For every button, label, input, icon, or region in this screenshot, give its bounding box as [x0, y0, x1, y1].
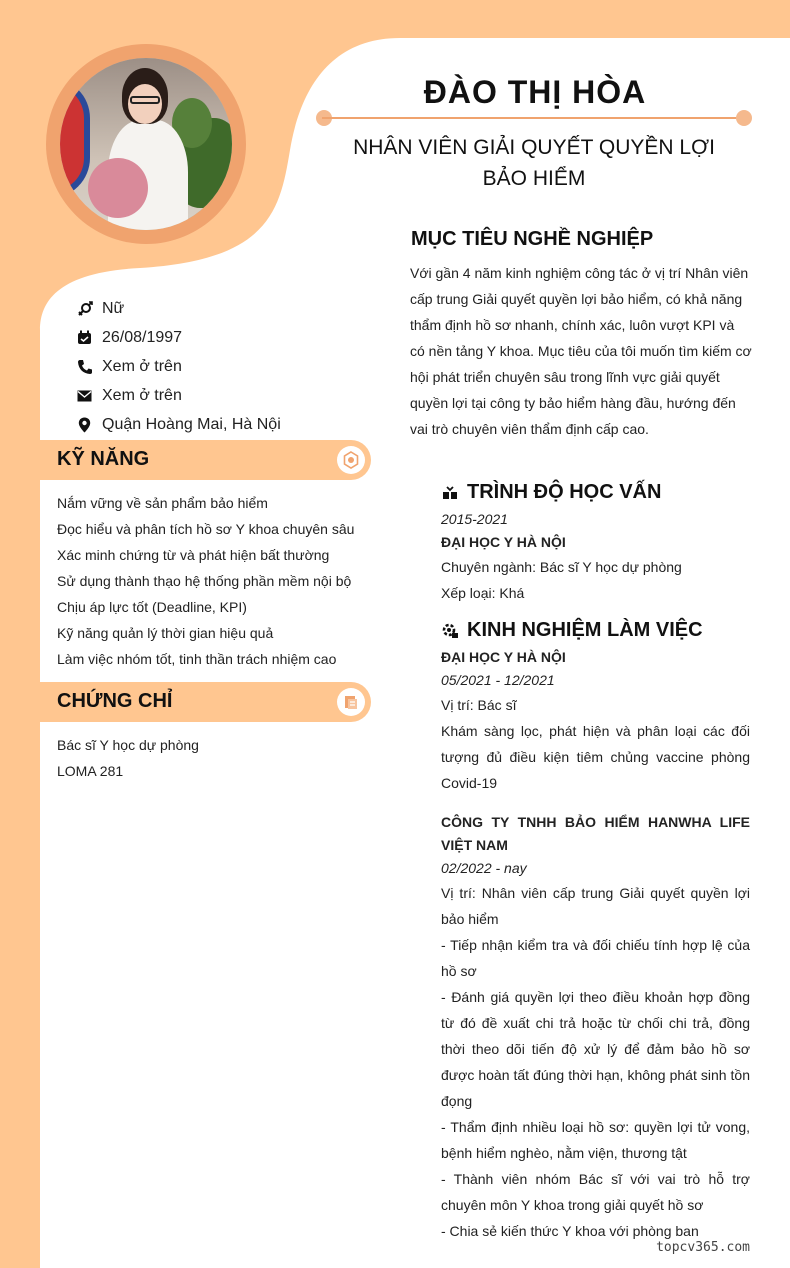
list-item: Sử dụng thành thạo hệ thống phần mềm nội bộ: [57, 573, 352, 589]
objective-title: [411, 228, 653, 251]
contact-gender: [76, 294, 281, 323]
education-title-text: TRÌNH ĐỘ HỌC VẤN: [467, 481, 662, 503]
job-detail: Khám sàng lọc, phát hiện và phân loại các đối tượng đủ điều kiện tiêm chủng vaccine phòng Covid-19: [441, 723, 750, 791]
education-major: Chuyên ngành: Bác sĩ Y học dự phòng: [441, 559, 682, 575]
job-title: NHÂN VIÊN GIẢI QUYẾT QUYỀN LỢI BẢO HIỂM: [353, 136, 715, 190]
list-item: Xác minh chứng từ và phát hiện bất thường: [57, 547, 330, 563]
phone-text: Xem ở trên: [102, 357, 182, 375]
education-title: [441, 481, 661, 504]
avatar: [60, 58, 232, 230]
phone-icon: [76, 358, 93, 375]
job-company: ĐẠI HỌC Y HÀ NỘI: [441, 649, 566, 665]
job-position: Vị trí: Nhân viên cấp trung Giải quyết quyền lợi bảo hiểm: [441, 885, 750, 927]
education-rank: Xếp loại: Khá: [441, 585, 525, 601]
skills-list: [57, 490, 354, 672]
list-item: Đọc hiểu và phân tích hồ sơ Y khoa chuyên sâu: [57, 521, 355, 537]
email-text: Xem ở trên: [102, 386, 182, 404]
education-school: ĐẠI HỌC Y HÀ NỘI: [441, 534, 566, 550]
list-item: Bác sĩ Y học dự phòng: [57, 737, 199, 753]
job-detail: - Chia sẻ kiến thức Y khoa với phòng ban: [441, 1223, 699, 1239]
email-icon: [76, 387, 93, 404]
experience-title: [441, 619, 703, 642]
job-period: 02/2022 - nay: [441, 860, 527, 876]
contact-birthday: [76, 323, 281, 352]
person-name: ĐÀO THỊ HÒA: [423, 74, 647, 110]
title-divider: [322, 117, 744, 119]
watermark: topcv365.com: [656, 1240, 750, 1255]
gender-icon: [76, 300, 93, 317]
job-company: CÔNG TY TNHH BẢO HIỂM HANWHA LIFE VIỆT NAM: [441, 814, 750, 853]
education-icon: [441, 484, 459, 502]
birthday-text: 26/08/1997: [102, 328, 183, 346]
location-icon: [76, 416, 93, 433]
objective-text: Với gần 4 năm kinh nghiệm công tác ở vị trí Nhân viên cấp trung Giải quyết quyền lợi bảo hiểm, có khả năng thẩm định hồ sơ nhanh, chính xác, luôn vượt KPI và có nền tảng Y khoa. Mục tiêu của tôi muốn tìm kiếm cơ hội phát triển chuyên sâu trong lĩnh vực giải quyết quyền lợi tại công ty bảo hiểm hàng đầu, hướng đến vai trò chuyên viên thẩm định cấp cao.: [410, 265, 752, 437]
job-position: Vị trí: Bác sĩ: [441, 697, 517, 713]
calendar-icon: [76, 329, 93, 346]
list-item: Làm việc nhóm tốt, tinh thần trách nhiệm cao: [57, 651, 337, 667]
certificates-header: [40, 682, 371, 722]
job-period: 05/2021 - 12/2021: [441, 672, 555, 688]
experience-job-2: [441, 811, 750, 1244]
list-item: Nắm vững về sản phẩm bảo hiểm: [57, 495, 268, 511]
skills-header: [40, 440, 371, 480]
experience-job-1: [441, 646, 750, 796]
address-text: Quận Hoàng Mai, Hà Nội: [102, 415, 281, 433]
objective-title-text: MỤC TIÊU NGHỀ NGHIỆP: [411, 228, 654, 250]
skill-badge-icon: [337, 446, 365, 474]
job-detail: - Tiếp nhận kiểm tra và đối chiếu tính hợp lệ của hồ sơ: [441, 937, 750, 979]
contact-email: [76, 381, 281, 410]
job-detail: - Thành viên nhóm Bác sĩ với vai trò hỗ trợ chuyên môn Y khoa trong giải quyết hồ sơ: [441, 1171, 750, 1213]
list-item: Kỹ năng quản lý thời gian hiệu quả: [57, 625, 274, 641]
contact-address: [76, 410, 281, 439]
experience-title-text: KINH NGHIỆM LÀM VIỆC: [467, 619, 703, 641]
certificates-list: [57, 732, 199, 784]
contact-info: [76, 294, 281, 439]
experience-icon: [441, 622, 459, 640]
contact-phone: [76, 352, 281, 381]
education-block: [441, 508, 750, 606]
certificates-title: CHỨNG CHỈ: [57, 690, 173, 712]
gender-text: Nữ: [102, 299, 125, 317]
title-divider-dot-right: [736, 110, 752, 126]
certificate-badge-icon: [337, 688, 365, 716]
education-period: 2015-2021: [441, 511, 508, 527]
job-detail: - Đánh giá quyền lợi theo điều khoản hợp đồng từ đó đề xuất chi trả hoặc từ chối chi trả, đồng thời theo dõi tiến độ xử lý để đảm bảo hồ sơ được hoàn tất đúng thời hạn, không phát sinh tồn đọng: [441, 989, 750, 1109]
list-item: Chịu áp lực tốt (Deadline, KPI): [57, 599, 247, 615]
job-detail: - Thẩm định nhiều loại hồ sơ: quyền lợi tử vong, bệnh hiểm nghèo, nằm viện, thương tật: [441, 1119, 750, 1161]
skills-title: KỸ NĂNG: [57, 448, 150, 470]
list-item: LOMA 281: [57, 763, 124, 779]
